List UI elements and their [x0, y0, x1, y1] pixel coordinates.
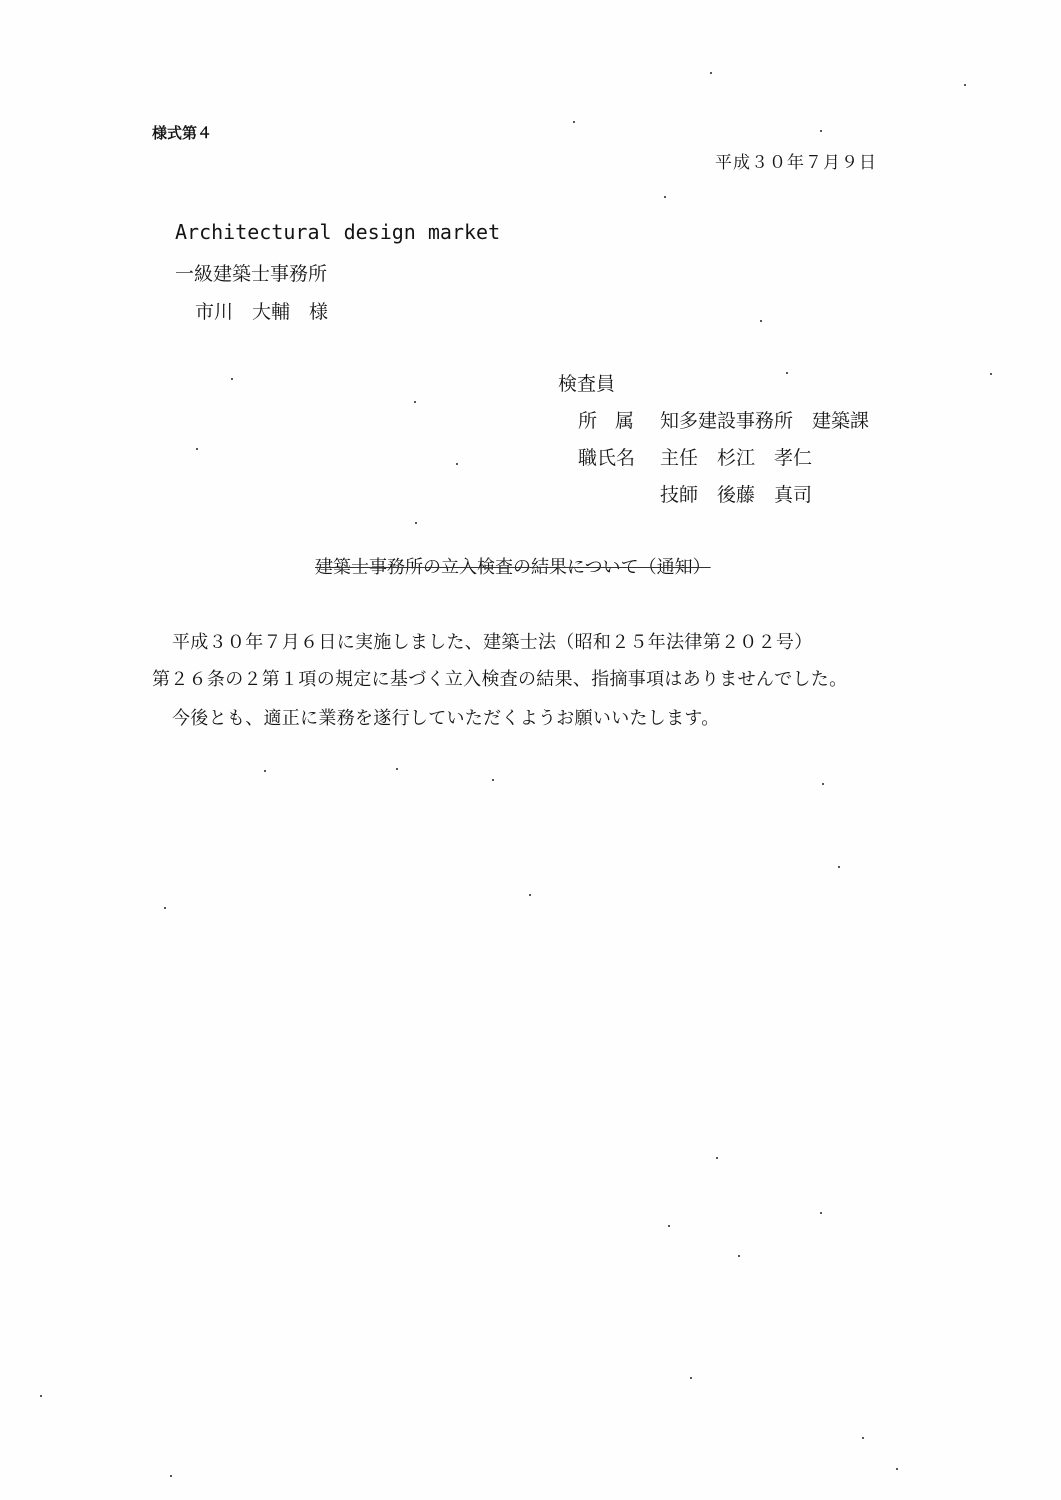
scan-speck — [414, 401, 416, 403]
inspector-affiliation-label: 所属 — [578, 410, 653, 432]
scan-speck — [760, 320, 762, 322]
scan-speck — [170, 1475, 172, 1477]
scan-speck — [415, 522, 417, 524]
inspector-affiliation-row — [578, 406, 869, 433]
inspector-name-row-2 — [578, 480, 812, 507]
recipient-company: Architectural design market — [175, 220, 501, 244]
form-number: 様式第４ — [152, 124, 213, 142]
scan-speck — [862, 1437, 864, 1439]
inspector-name-row — [578, 443, 812, 470]
scan-speck — [690, 1377, 692, 1379]
scan-speck — [820, 1212, 822, 1214]
recipient-office-type: 一級建築士事務所 — [175, 263, 328, 285]
scan-speck — [964, 84, 966, 86]
scan-speck — [264, 770, 266, 772]
scan-speck — [196, 448, 198, 450]
scan-speck — [822, 783, 824, 785]
scan-speck — [990, 373, 992, 375]
scan-speck — [716, 1157, 718, 1159]
scan-speck — [231, 378, 233, 380]
scan-speck — [786, 372, 788, 374]
document-subject: 建築士事務所の立入検査の結果について（通知） — [315, 557, 711, 578]
inspector-affiliation-value: 知多建設事務所 建築課 — [660, 410, 870, 432]
scan-speck — [164, 907, 166, 909]
scan-speck — [838, 866, 840, 868]
scan-speck — [896, 1468, 898, 1470]
body-line-3: 今後とも、適正に業務を遂行していただくようお願いいたします。 — [172, 708, 720, 729]
scan-speck — [573, 121, 575, 123]
inspector-name-value-2: 技師 後藤 真司 — [660, 484, 813, 506]
scan-speck — [738, 1255, 740, 1257]
scan-speck — [492, 779, 494, 781]
body-line-2: 第２６条の２第１項の規定に基づく立入検査の結果、指摘事項はありませんでした。 — [152, 669, 848, 690]
scan-speck — [668, 1225, 670, 1227]
scan-speck — [40, 1395, 42, 1397]
scan-speck — [664, 196, 666, 198]
inspector-name-label: 職氏名 — [578, 447, 636, 469]
inspector-heading: 検査員 — [558, 373, 616, 395]
recipient-name: 市川 大輔 様 — [195, 301, 329, 323]
scan-speck — [456, 463, 458, 465]
inspector-name-value: 主任 杉江 孝仁 — [660, 447, 813, 469]
document-date: 平成３０年７月９日 — [715, 153, 877, 173]
body-line-1: 平成３０年７月６日に実施しました、建築士法（昭和２５年法律第２０２号） — [172, 632, 813, 653]
scan-speck — [529, 894, 531, 896]
scan-speck — [820, 130, 822, 132]
scan-speck — [710, 72, 712, 74]
scan-speck — [396, 768, 398, 770]
